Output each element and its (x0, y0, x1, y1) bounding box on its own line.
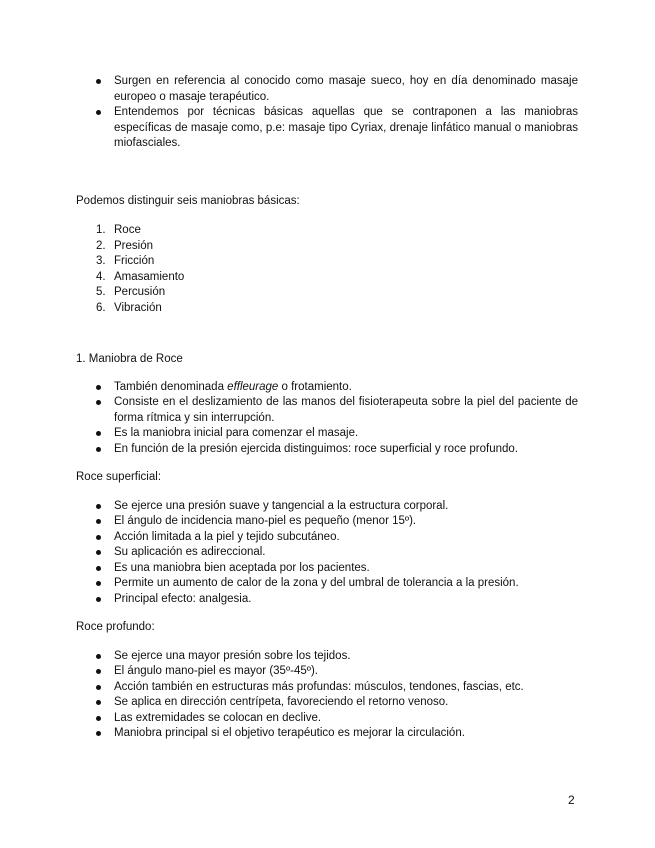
text-fragment: o frotamiento. (278, 380, 352, 393)
list-number: 6. (96, 301, 106, 314)
list-item-label: Fricción (114, 255, 155, 267)
list-item (76, 254, 578, 270)
profundo-bullet-list (76, 649, 578, 742)
page-number: 2 (568, 793, 575, 807)
list-item (76, 301, 578, 317)
list-item: Es la maniobra inicial para comenzar el masaje. (76, 426, 578, 442)
list-item (76, 223, 578, 239)
maneuvers-intro-paragraph: Podemos distinguir seis maniobras básicas: (76, 194, 300, 207)
list-item (76, 270, 578, 286)
roce-bullet-list (76, 380, 578, 458)
list-item: Acción también en estructuras más profundas: músculos, tendones, fascias, etc. (76, 680, 578, 696)
profundo-heading: Roce profundo: (76, 621, 155, 633)
list-item: El ángulo de incidencia mano-piel es pequeño (menor 15º). (76, 514, 578, 530)
list-item-label: Percusión (114, 286, 166, 298)
list-item: Entendemos por técnicas básicas aquellas que se contraponen a las maniobras específicas de masaje como, p.e: masaje tipo Cyriax, drenaje linfático manual o maniobras miofasciales. (76, 105, 578, 152)
list-item: Es una maniobra bien aceptada por los pacientes. (76, 561, 578, 577)
list-item-label: Roce (114, 224, 141, 236)
list-number: 4. (96, 270, 106, 283)
list-item (76, 380, 578, 396)
page-content (76, 74, 578, 742)
section-heading: 1. Maniobra de Roce (76, 353, 183, 365)
list-item: Principal efecto: analgesia. (76, 592, 578, 608)
intro-bullet-list (76, 74, 578, 152)
list-item: Maniobra principal si el objetivo terapéutico es mejorar la circulación. (76, 726, 578, 742)
list-item: En función de la presión ejercida distinguimos: roce superficial y roce profundo. (76, 442, 578, 458)
superficial-bullet-list (76, 499, 578, 608)
list-item-label: Vibración (114, 301, 162, 314)
text-fragment: También denominada (114, 380, 228, 393)
list-item: Se ejerce una presión suave y tangencial a la estructura corporal. (76, 499, 578, 515)
list-item: Acción limitada a la piel y tejido subcutáneo. (76, 530, 578, 546)
list-item (76, 285, 578, 301)
list-item (76, 239, 578, 255)
emphasis-term: effleurage (227, 380, 279, 393)
list-number: 3. (96, 255, 106, 267)
maneuvers-numbered-list (76, 223, 578, 316)
list-item: Las extremidades se colocan en declive. (76, 711, 578, 727)
list-item: Consiste en el deslizamiento de las manos del fisioterapeuta sobre la piel del paciente de forma rítmica y sin interrupción. (76, 395, 578, 426)
list-item: Surgen en referencia al conocido como masaje sueco, hoy en día denominado masaje europeo o masaje terapéutico. (76, 74, 578, 105)
list-number: 2. (96, 239, 106, 252)
list-number: 5. (96, 286, 106, 298)
list-item: Su aplicación es adireccional. (76, 545, 578, 561)
list-item-label: Presión (114, 239, 153, 252)
list-item: Permite un aumento de calor de la zona y del umbral de tolerancia a la presión. (76, 576, 578, 592)
superficial-heading: Roce superficial: (76, 471, 162, 483)
list-item: El ángulo mano-piel es mayor (35º-45º). (76, 664, 578, 680)
list-item: Se ejerce una mayor presión sobre los tejidos. (76, 649, 578, 665)
list-item-label: Amasamiento (114, 270, 185, 283)
list-item: Se aplica en dirección centrípeta, favoreciendo el retorno venoso. (76, 695, 578, 711)
list-number: 1. (96, 224, 106, 236)
